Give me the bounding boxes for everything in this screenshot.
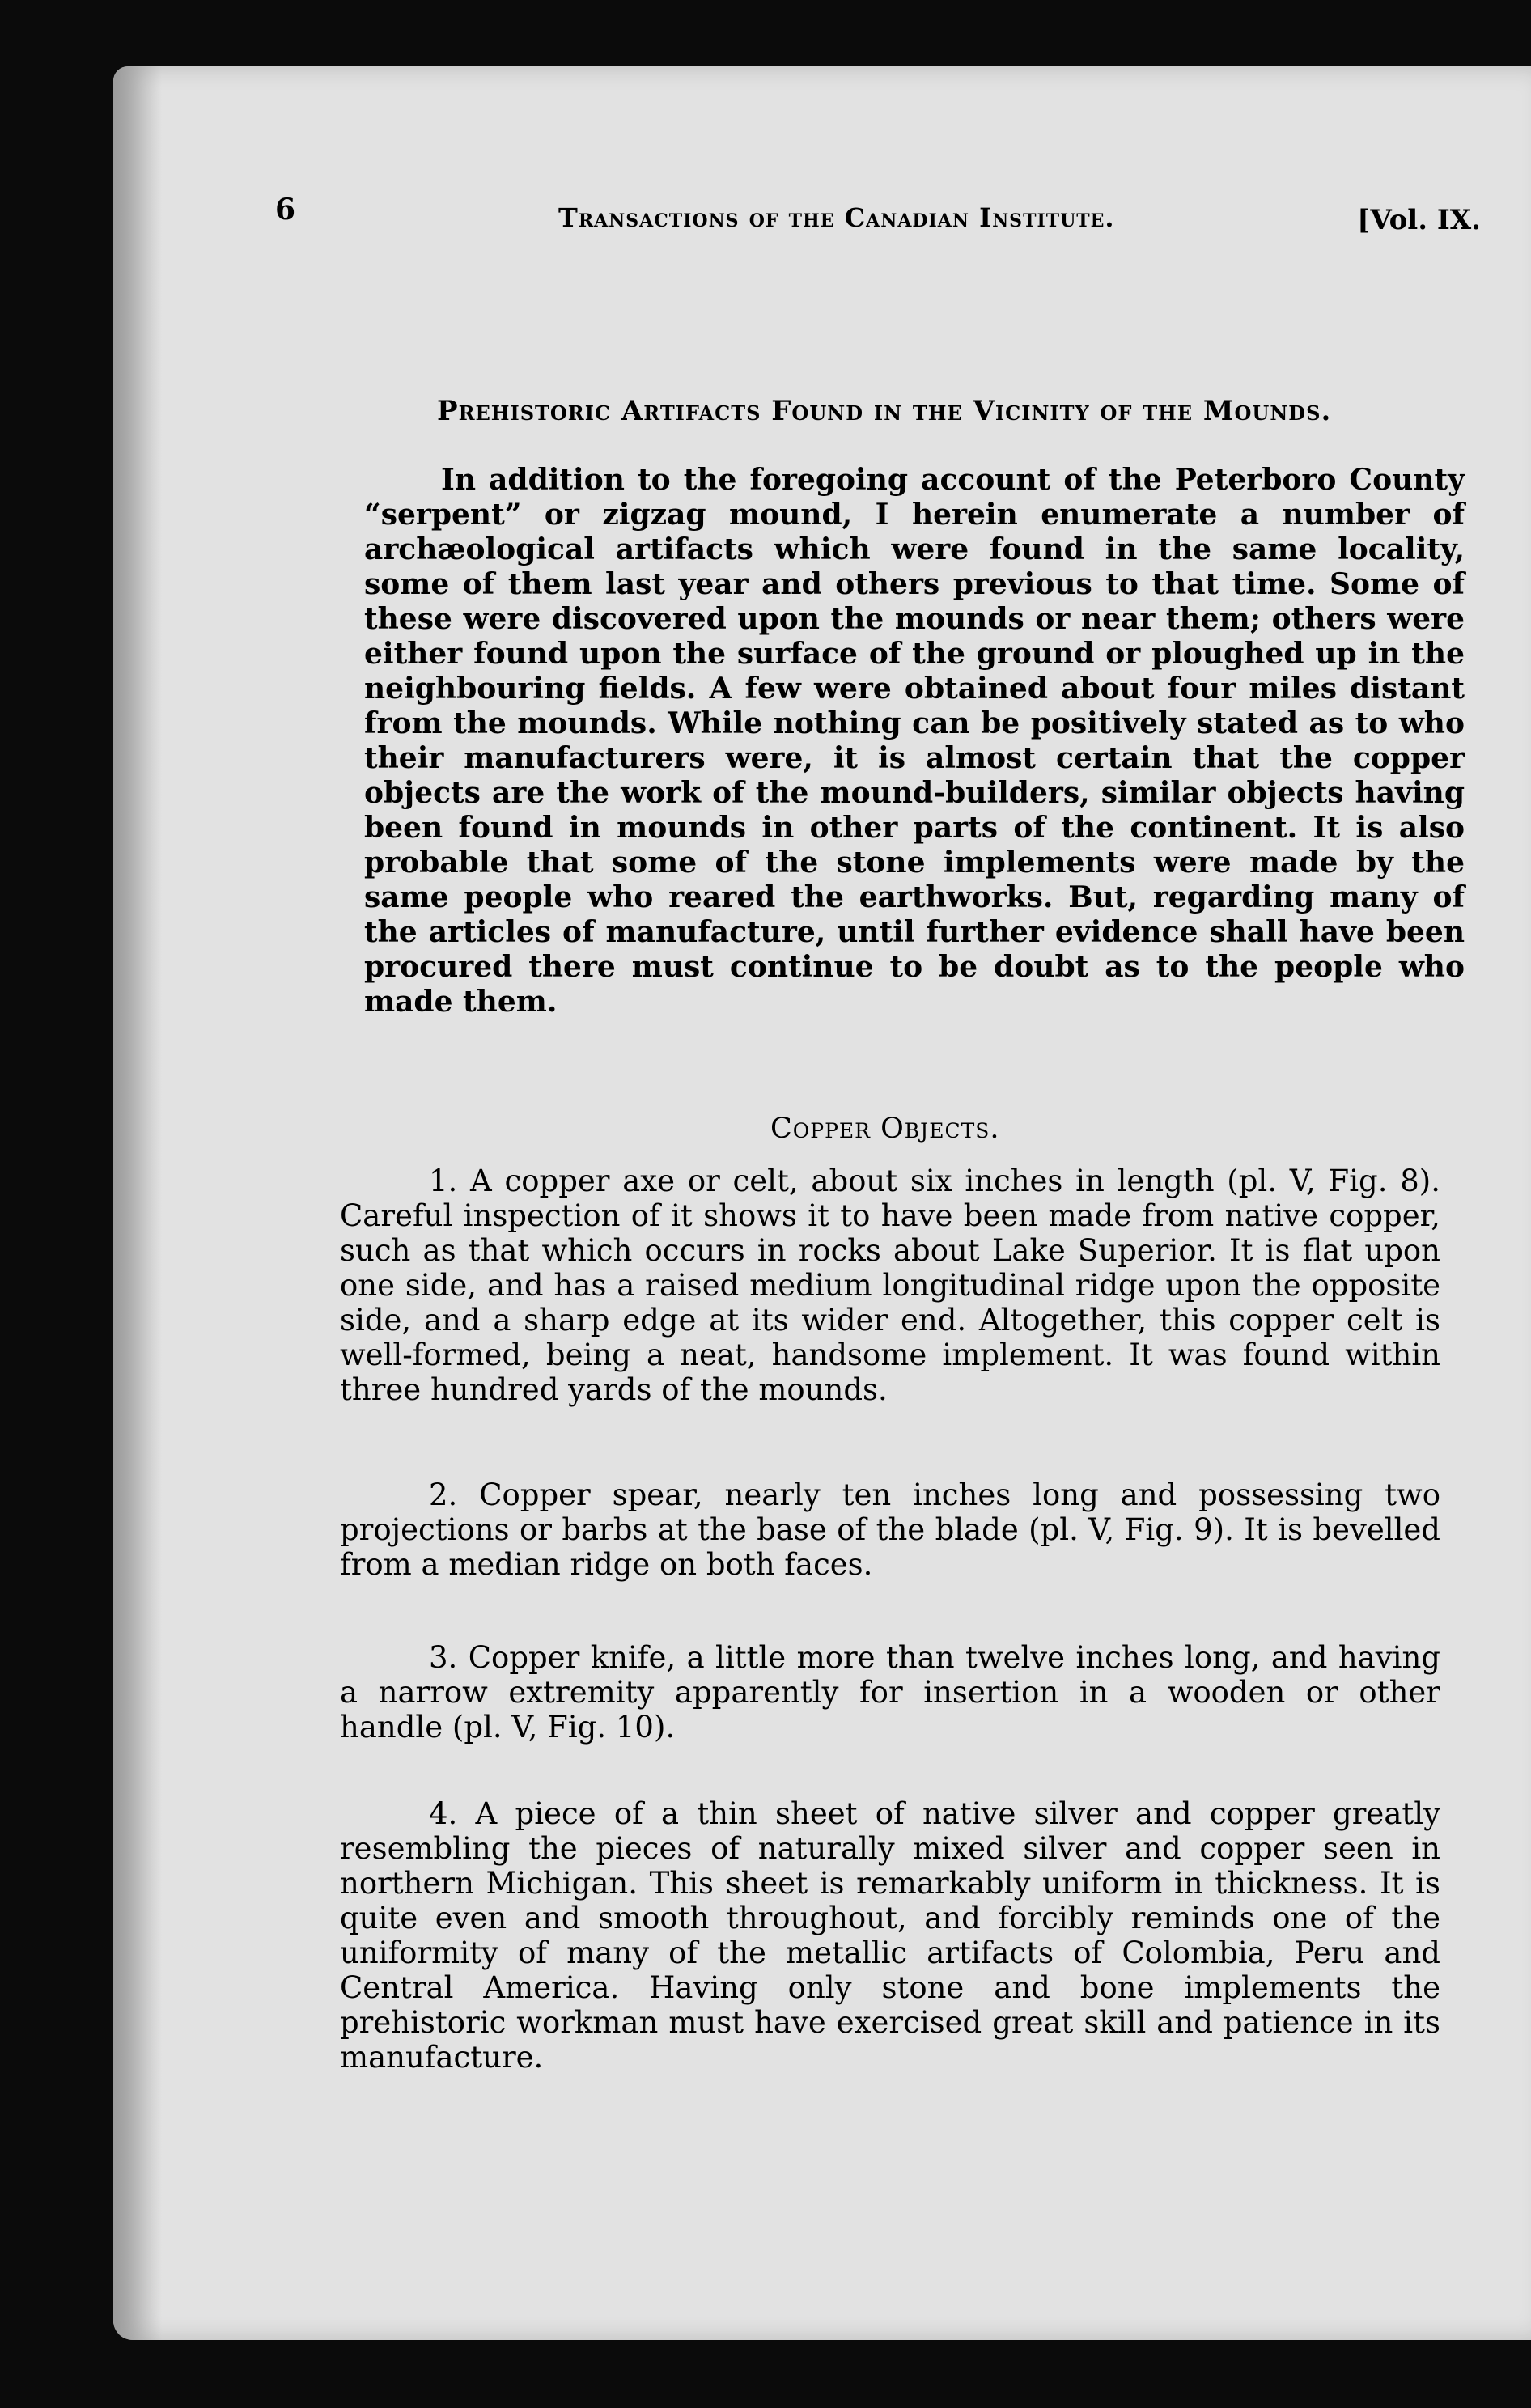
section-title: Prehistoric Artifacts Found in the Vicinity of the Mounds. (437, 395, 1332, 427)
list-item: 3. Copper knife, a little more than twelve inches long, and having a narrow extremity apparently for insertion in a wooden or other handle (pl. V, Fig. 10). (340, 1640, 1440, 1745)
page-number: 6 (275, 193, 296, 227)
running-header (275, 193, 1481, 241)
list-item: 1. A copper axe or celt, about six inches in length (pl. V, Fig. 8). Careful inspection of it shows it to have been made from native copper, such as that which occurs in rocks about Lake Superior. It is flat upon one side, and has a raised medium longitudinal ridge upon the opposite side, and a sharp edge at its wider end. Altogether, this copper celt is well-formed, being a neat, handsome implement. It was found within three hundred yards of the mounds. (340, 1164, 1440, 1407)
list-item: 4. A piece of a thin sheet of native silver and copper greatly resembling the pieces of naturally mixed silver and copper seen in northern Michigan. This sheet is remarkably uniform in thickness. It is quite even and smooth throughout, and forcibly reminds one of the uniformity of many of the metallic artifacts of Colombia, Peru and Central America. Having only stone and bone implements the prehistoric workman must have exercised great skill and patience in its manufacture. (340, 1796, 1440, 2075)
volume-label: [Vol. IX. (1357, 204, 1481, 236)
running-title: Transactions of the Canadian Institute. (558, 202, 1115, 233)
copper-objects-heading: Copper Objects. (770, 1113, 1000, 1145)
page-gutter-shadow (113, 66, 162, 2340)
list-item: 2. Copper spear, nearly ten inches long and possessing two projections or barbs at the base of the blade (pl. V, Fig. 9). It is bevelled from a median ridge on both faces. (340, 1477, 1440, 1582)
intro-paragraph: In addition to the foregoing account of the Peterboro County “serpent” or zigzag mound, I herein enumerate a number of archæological artifacts which were found in the same locality, some of them last year and others previous to that time. Some of these were discovered upon the mounds or near them; others were either found upon the surface of the ground or ploughed up in the neighbouring fields. A few were obtained about four miles distant from the mounds. While nothing can be positively stated as to who their manufacturers were, it is almost certain that the copper objects are the work of the mound-builders, similar objects having been found in mounds in other parts of the continent. It is also probable that some of the stone implements were made by the same people who reared the earthworks. But, regarding many of the articles of manufacture, until further evidence shall have been procured there must continue to be doubt as to the people who made them. (364, 463, 1465, 1019)
